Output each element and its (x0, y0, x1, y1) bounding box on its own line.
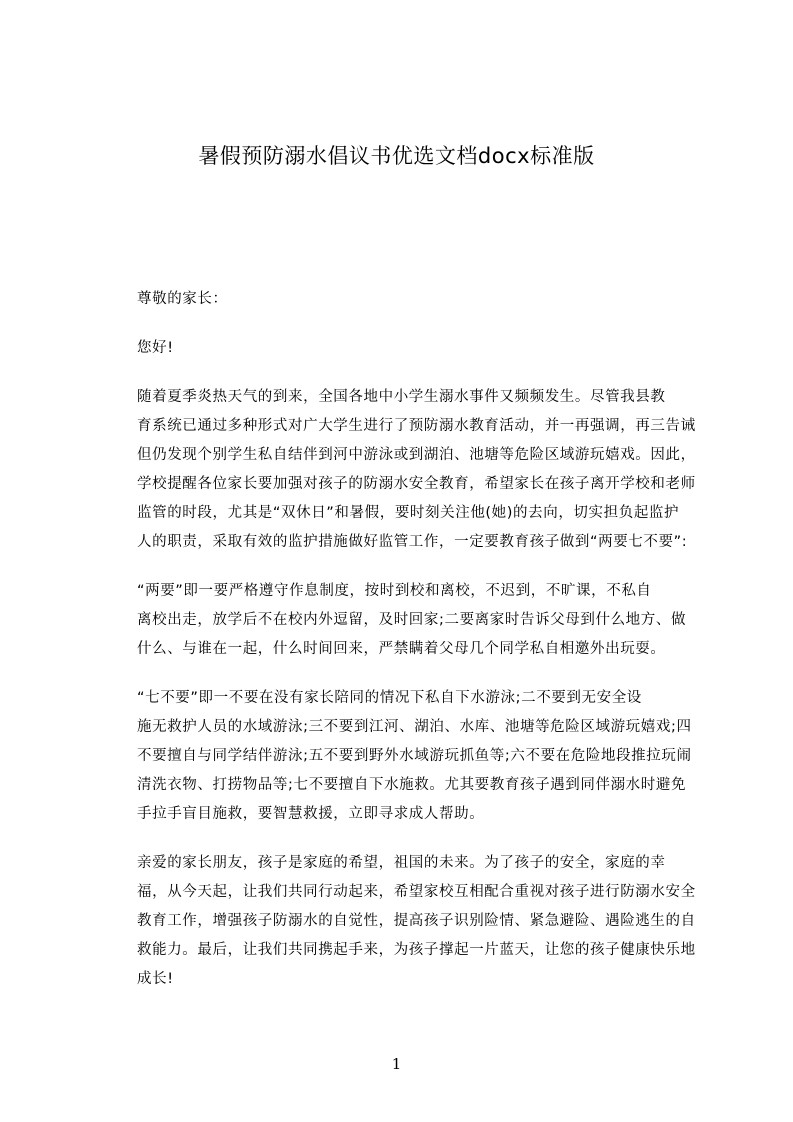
paragraph-line: 救能力。最后，让我们共同携起手来，为孩子撑起一片蓝天，让您的孩子健康快乐地 (137, 942, 696, 958)
paragraph-line: 人的职责，采取有效的监护措施做好监管工作，一定要教育孩子做到“两要七不要”: (137, 534, 688, 550)
paragraph-line: 但仍发现个别学生私自结伴到河中游泳或到湖泊、池塘等危险区域游玩嬉戏。因此， (137, 447, 696, 463)
paragraph-line: 离校出走，放学后不在校内外逗留，及时回家;二要离家时告诉父母到什么地方、做 (137, 612, 687, 628)
paragraph-line: 不要擅自与同学结伴游泳;五不要到野外水域游玩抓鱼等;六不要在危险地段推拉玩闹 (137, 748, 692, 764)
paragraph-line: 学校提醒各位家长要加强对孩子的防溺水安全教育，希望家长在孩子离开学校和老师 (137, 476, 696, 492)
page-number: 1 (391, 1055, 402, 1073)
document-body (108, 285, 700, 1014)
paragraph-closing (108, 849, 700, 994)
paragraph-line: 亲爱的家长朋友，孩子是家庭的希望，祖国的未来。为了孩子的安全，家庭的幸 (137, 855, 666, 871)
paragraph-line: 清洗衣物、打捞物品等;七不要擅自下水施救。尤其要教育孩子遇到同伴溺水时避免 (137, 777, 687, 793)
paragraph-line: 什么、与谁在一起，什么时间回来，严禁瞒着父母几个同学私自相邀外出玩耍。 (137, 641, 666, 657)
paragraph-line: 成长! (137, 971, 174, 987)
document-title: 暑假预防溺水倡议书优选文档docx标准版 (198, 144, 595, 168)
greeting: 您好! (137, 340, 174, 356)
paragraph-line: 施无救护人员的水域游泳;三不要到江河、湖泊、水库、池塘等危险区域游玩嬉戏;四 (137, 719, 692, 735)
paragraph-line: 监管的时段，尤其是“双休日”和暑假，要时刻关注他(她)的去向，切实担负起监护 (137, 505, 680, 521)
paragraph-line: 随着夏季炎热天气的到来，全国各地中小学生溺水事件又频频发生。尽管我县教 (137, 389, 666, 405)
paragraph-two-musts (108, 577, 700, 664)
paragraph-seven-donts (108, 684, 700, 829)
salutation: 尊敬的家长： (137, 291, 228, 307)
paragraph-line: 福，从今天起，让我们共同行动起来，希望家校互相配合重视对孩子进行防溺水安全 (137, 884, 696, 900)
paragraph-line: “两要”即一要严格遵守作息制度，按时到校和离校，不迟到，不旷课，不私自 (137, 583, 652, 599)
paragraph-line: 育系统已通过多种形式对广大学生进行了预防溺水教育活动，并一再强调，再三告诫 (137, 418, 696, 434)
paragraph-line: 手拉手盲目施救，要智慧救援，立即寻求成人帮助。 (137, 806, 485, 822)
paragraph-line: 教育工作，增强孩子防溺水的自觉性，提高孩子识别险情、紧急避险、遇险逃生的自 (137, 913, 696, 929)
paragraph-intro (108, 383, 700, 557)
paragraph-line: “七不要”即一不要在没有家长陪同的情况下私自下水游泳;二不要到无安全设 (137, 690, 642, 706)
